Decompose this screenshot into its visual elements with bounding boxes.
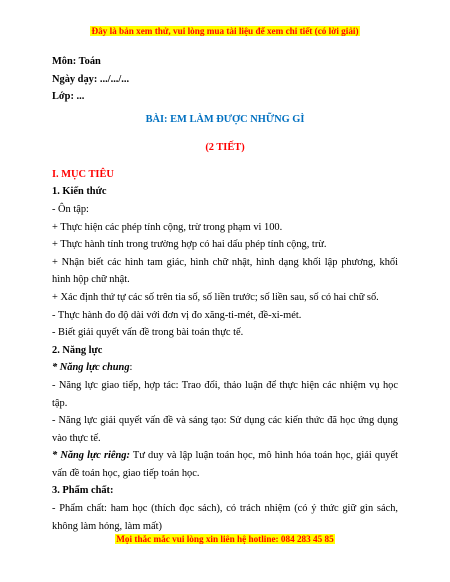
general-competence-label-line bbox=[52, 359, 398, 377]
knowledge-line: + Xác định thứ tự các số trên tia số, số liền trước; số liền sau, số có hai chữ số. bbox=[52, 291, 379, 303]
knowledge-line: - Biết giải quyết vấn đề trong bài toán thực tế. bbox=[52, 327, 244, 339]
knowledge-line: + Nhận biết các hình tam giác, hình chữ nhật, hình dạng khối lập phương, khối hình hộp chữ nhật. bbox=[52, 256, 398, 286]
lesson-periods: (2 TIẾT) bbox=[205, 141, 245, 153]
qualities-line: - Phẩm chất: ham học (thích đọc sách), có trách nhiệm (có ý thức giữ gìn sách, không làm hỏng, làm mất) bbox=[52, 503, 398, 532]
general-competence-label: * Năng lực chung bbox=[52, 362, 130, 374]
competence-line: - Năng lực giao tiếp, hợp tác: Trao đổi, thảo luận để thực hiện các nhiệm vụ học tập. bbox=[52, 379, 398, 409]
objectives-heading: I. MỤC TIÊU bbox=[52, 168, 114, 180]
subject-line: Môn: Toán bbox=[52, 56, 101, 67]
knowledge-line: - Ôn tập: bbox=[52, 203, 89, 215]
qualities-heading: 3. Phẩm chất: bbox=[52, 485, 114, 497]
lesson-title: BÀI: EM LÀM ĐƯỢC NHỮNG GÌ bbox=[145, 113, 305, 125]
preview-notice-text: Đây là bản xem thử, vui lòng mua tài liệu để xem chi tiết (có lời giải) bbox=[91, 26, 359, 36]
lesson-plan-body bbox=[52, 53, 398, 535]
competence-heading: 2. Năng lực bbox=[52, 344, 103, 356]
specific-competence-label: * Năng lực riêng: bbox=[52, 450, 130, 462]
class-line: Lớp: ... bbox=[52, 91, 85, 103]
competence-line: - Năng lực giải quyết vấn đề và sáng tạo: Sử dụng các kiến thức đã học ứng dụng vào thực tế. bbox=[52, 415, 398, 444]
hotline-banner bbox=[0, 533, 450, 545]
knowledge-line: + Thực hành tính trong trường hợp có hai dấu phép tính cộng, trừ. bbox=[52, 239, 327, 251]
knowledge-heading: 1. Kiến thức bbox=[52, 186, 107, 198]
general-competence-colon: : bbox=[129, 362, 133, 374]
preview-notice-banner bbox=[0, 25, 450, 37]
specific-competence-line bbox=[52, 447, 398, 482]
knowledge-line: - Thực hành đo độ dài với đơn vị đo xăng-ti-mét, đề-xi-mét. bbox=[52, 309, 302, 321]
specific-competence-text: Tư duy và lập luận toán học, mô hình hóa toán học, giải quyết vấn đề toán học, giao tiếp toán học. bbox=[52, 450, 398, 479]
knowledge-line: + Thực hiện các phép tính cộng, trừ trong phạm vi 100. bbox=[52, 221, 283, 233]
teaching-date-line: Ngày dạy: .../.../... bbox=[52, 73, 130, 85]
hotline-text: Mọi thắc mắc vui lòng xin liên hệ hotline: 084 283 45 85 bbox=[116, 534, 334, 544]
